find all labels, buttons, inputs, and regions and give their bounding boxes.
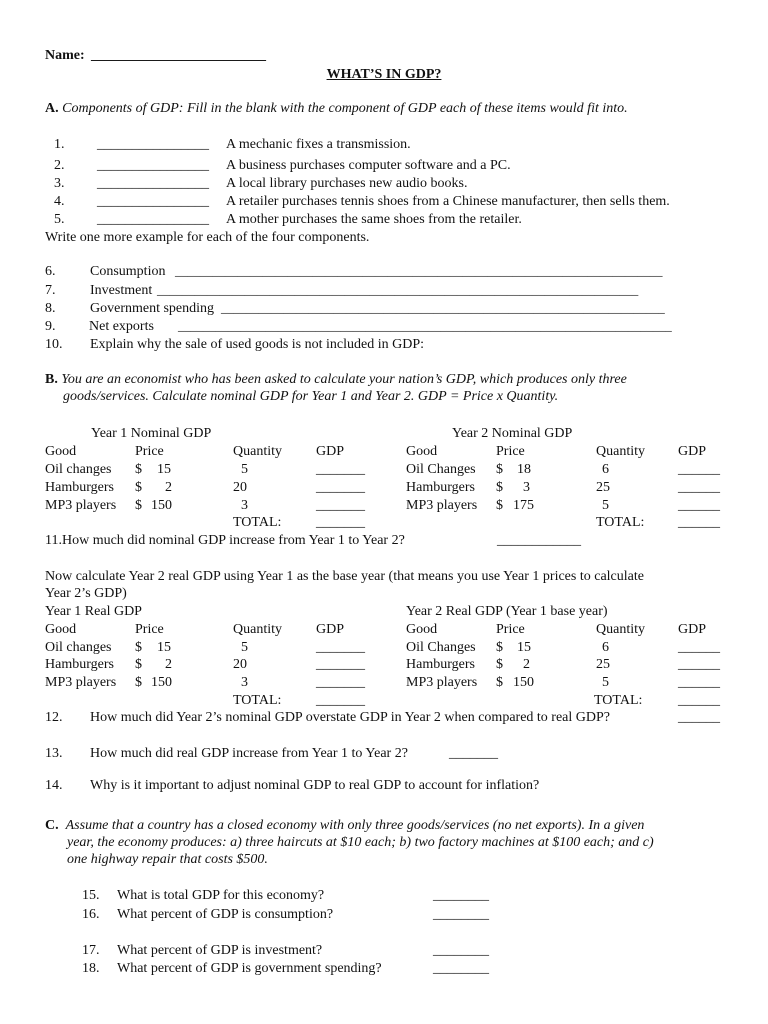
quantity-value: 20: [233, 657, 247, 672]
question-15-answer-blank[interactable]: ________: [433, 888, 489, 903]
question-17-text: What percent of GDP is investment?: [117, 943, 323, 958]
question-16-text: What percent of GDP is consumption?: [117, 907, 334, 922]
col-header-good: Good: [45, 622, 77, 637]
question-13-answer-blank[interactable]: _______: [449, 746, 498, 761]
question-12-answer-blank[interactable]: ______: [678, 710, 720, 725]
question-14-text: Why is it important to adjust nominal GDP to real GDP to account for inflation?: [90, 778, 540, 793]
item-text: A mother purchases the same shoes from the retailer.: [226, 212, 522, 227]
question-number: 12.: [45, 710, 63, 725]
currency-sign: $: [135, 462, 142, 477]
quantity-value: 5: [241, 640, 248, 655]
gdp-answer-blank[interactable]: ______: [678, 640, 720, 655]
good-name: MP3 players: [45, 498, 117, 513]
gdp-answer-blank[interactable]: _______: [316, 640, 365, 655]
item-number: 4.: [54, 194, 65, 209]
col-header-gdp: GDP: [678, 444, 707, 459]
col-header-price: Price: [496, 444, 525, 459]
price-value: 15: [157, 640, 171, 655]
question-number: 10.: [45, 337, 63, 352]
currency-sign: $: [496, 498, 503, 513]
item-number: 5.: [54, 212, 65, 227]
item-text: A business purchases computer software and a PC.: [226, 158, 511, 173]
currency-sign: $: [496, 480, 503, 495]
quantity-value: 25: [596, 657, 610, 672]
quantity-value: 3: [241, 498, 248, 513]
good-name: Oil changes: [45, 462, 112, 477]
col-header-gdp: GDP: [316, 622, 345, 637]
item-text: A local library purchases new audio books.: [226, 176, 468, 191]
good-name: Oil changes: [45, 640, 112, 655]
item-answer-blank[interactable]: ________________: [97, 194, 209, 209]
gdp-answer-blank[interactable]: _______: [316, 480, 365, 495]
example-label: Investment: [90, 283, 153, 298]
item-answer-blank[interactable]: ________________: [97, 176, 209, 191]
table-title: Year 1 Nominal GDP: [91, 426, 212, 441]
good-name: MP3 players: [406, 675, 478, 690]
example-answer-blank[interactable]: _____________________________________________________________________________: [157, 283, 639, 297]
price-value: 150: [151, 498, 172, 513]
col-header-gdp: GDP: [316, 444, 345, 459]
gdp-answer-blank[interactable]: _______: [316, 462, 365, 477]
table-title: Year 1 Real GDP: [45, 604, 142, 619]
section-b-intro-line2: goods/services. Calculate nominal GDP for Year 1 and Year 2. GDP = Price x Quantity.: [63, 389, 559, 404]
section-c-intro: C. Assume that a country has a closed economy with only three goods/services (no net exports). In a given: [45, 818, 645, 833]
quantity-value: 25: [596, 480, 610, 495]
quantity-value: 3: [241, 675, 248, 690]
page-title: WHAT’S IN GDP?: [326, 67, 442, 82]
question-number: 17.: [82, 943, 100, 958]
price-value: 18: [517, 462, 531, 477]
table-title: Year 2 Real GDP (Year 1 base year): [406, 604, 608, 619]
col-header-good: Good: [406, 444, 438, 459]
question-16-answer-blank[interactable]: ________: [433, 907, 489, 922]
gdp-answer-blank[interactable]: _______: [316, 657, 365, 672]
question-15-text: What is total GDP for this economy?: [117, 888, 325, 903]
gdp-answer-blank[interactable]: _______: [316, 498, 365, 513]
quantity-value: 5: [602, 675, 609, 690]
example-number: 6.: [45, 264, 56, 279]
quantity-value: 6: [602, 640, 609, 655]
gdp-answer-blank[interactable]: ______: [678, 675, 720, 690]
table-title: Year 2 Nominal GDP: [452, 426, 573, 441]
example-answer-blank[interactable]: _______________________________________________________________________________: [178, 319, 672, 333]
item-number: 1.: [54, 137, 65, 152]
question-number: 13.: [45, 746, 63, 761]
section-a-instructions: A. Components of GDP: Fill in the blank with the component of GDP each of these items would fit into.: [45, 101, 628, 116]
col-header-gdp: GDP: [678, 622, 707, 637]
gdp-answer-blank[interactable]: ______: [678, 480, 720, 495]
currency-sign: $: [135, 498, 142, 513]
price-value: 15: [157, 462, 171, 477]
currency-sign: $: [496, 675, 503, 690]
good-name: MP3 players: [45, 675, 117, 690]
good-name: Hamburgers: [45, 480, 114, 495]
total-label: TOTAL:: [233, 693, 282, 708]
item-answer-blank[interactable]: ________________: [97, 212, 209, 227]
example-number: 7.: [45, 283, 56, 298]
example-label: Consumption: [90, 264, 166, 279]
currency-sign: $: [135, 657, 142, 672]
price-value: 2: [165, 480, 172, 495]
quantity-value: 20: [233, 480, 247, 495]
good-name: Hamburgers: [45, 657, 114, 672]
name-field[interactable]: _________________________: [91, 48, 266, 63]
question-number: 14.: [45, 778, 63, 793]
example-label: Net exports: [89, 319, 154, 334]
col-header-price: Price: [496, 622, 525, 637]
price-value: 2: [165, 657, 172, 672]
example-answer-blank[interactable]: _______________________________________________________________________: [221, 301, 665, 315]
section-b-intro: B. You are an economist who has been asked to calculate your nation’s GDP, which produces only three: [45, 372, 627, 387]
col-header-quantity: Quantity: [233, 622, 282, 637]
good-name: Hamburgers: [406, 657, 475, 672]
good-name: MP3 players: [406, 498, 478, 513]
gdp-answer-blank[interactable]: ______: [678, 498, 720, 513]
question-18-text: What percent of GDP is government spending?: [117, 961, 382, 976]
col-header-price: Price: [135, 444, 164, 459]
write-more-instructions: Write one more example for each of the four components.: [45, 230, 370, 245]
question-number: 15.: [82, 888, 100, 903]
example-number: 8.: [45, 301, 56, 316]
total-label: TOTAL:: [233, 515, 282, 530]
name-label: Name:: [45, 48, 85, 63]
question-number: 18.: [82, 961, 100, 976]
gdp-answer-blank[interactable]: ______: [678, 462, 720, 477]
item-answer-blank[interactable]: ________________: [97, 137, 209, 152]
col-header-price: Price: [135, 622, 164, 637]
item-number: 3.: [54, 176, 65, 191]
total-label: TOTAL:: [594, 693, 643, 708]
good-name: Oil Changes: [406, 640, 476, 655]
price-value: 15: [517, 640, 531, 655]
quantity-value: 6: [602, 462, 609, 477]
price-value: 2: [523, 657, 530, 672]
section-c-intro-line3: one highway repair that costs $500.: [67, 852, 268, 867]
gdp-answer-blank[interactable]: _______: [316, 675, 365, 690]
currency-sign: $: [496, 462, 503, 477]
question-13-text: How much did real GDP increase from Year 1 to Year 2?: [90, 746, 408, 761]
total-answer-blank[interactable]: _______: [316, 515, 365, 530]
total-answer-blank[interactable]: ______: [678, 515, 720, 530]
question-18-answer-blank[interactable]: ________: [433, 961, 489, 976]
section-c-intro-line2: year, the economy produces: a) three haircuts at $10 each; b) two factory machines at $100 each; and c): [67, 835, 654, 850]
price-value: 150: [151, 675, 172, 690]
price-value: 3: [523, 480, 530, 495]
col-header-good: Good: [45, 444, 77, 459]
total-answer-blank[interactable]: ______: [678, 693, 720, 708]
question-17-answer-blank[interactable]: ________: [433, 943, 489, 958]
currency-sign: $: [496, 657, 503, 672]
col-header-quantity: Quantity: [233, 444, 282, 459]
col-header-quantity: Quantity: [596, 444, 645, 459]
quantity-value: 5: [602, 498, 609, 513]
item-number: 2.: [54, 158, 65, 173]
example-answer-blank[interactable]: ______________________________________________________________________________: [175, 264, 663, 278]
gdp-answer-blank[interactable]: ______: [678, 657, 720, 672]
example-number: 9.: [45, 319, 56, 334]
item-answer-blank[interactable]: ________________: [97, 158, 209, 173]
item-text: A mechanic fixes a transmission.: [226, 137, 411, 152]
currency-sign: $: [135, 640, 142, 655]
example-label: Government spending: [90, 301, 215, 316]
total-answer-blank[interactable]: _______: [316, 693, 365, 708]
currency-sign: $: [135, 480, 142, 495]
good-name: Hamburgers: [406, 480, 475, 495]
question-number: 16.: [82, 907, 100, 922]
good-name: Oil Changes: [406, 462, 476, 477]
col-header-good: Good: [406, 622, 438, 637]
currency-sign: $: [496, 640, 503, 655]
question-12-text: How much did Year 2’s nominal GDP overstate GDP in Year 2 when compared to real GDP?: [90, 710, 610, 725]
real-gdp-instructions-line2: Year 2’s GDP): [45, 586, 127, 601]
price-value: 175: [513, 498, 534, 513]
currency-sign: $: [135, 675, 142, 690]
price-value: 150: [513, 675, 534, 690]
question-11-answer-blank[interactable]: ____________: [497, 533, 581, 548]
item-text: A retailer purchases tennis shoes from a Chinese manufacturer, then sells them.: [226, 194, 670, 209]
total-label: TOTAL:: [596, 515, 645, 530]
quantity-value: 5: [241, 462, 248, 477]
col-header-quantity: Quantity: [596, 622, 645, 637]
question-11-text: 11.How much did nominal GDP increase from Year 1 to Year 2?: [45, 533, 405, 548]
question-10-text: Explain why the sale of used goods is not included in GDP:: [90, 337, 425, 352]
real-gdp-instructions: Now calculate Year 2 real GDP using Year 1 as the base year (that means you use Year 1 prices to calculate: [45, 569, 644, 584]
